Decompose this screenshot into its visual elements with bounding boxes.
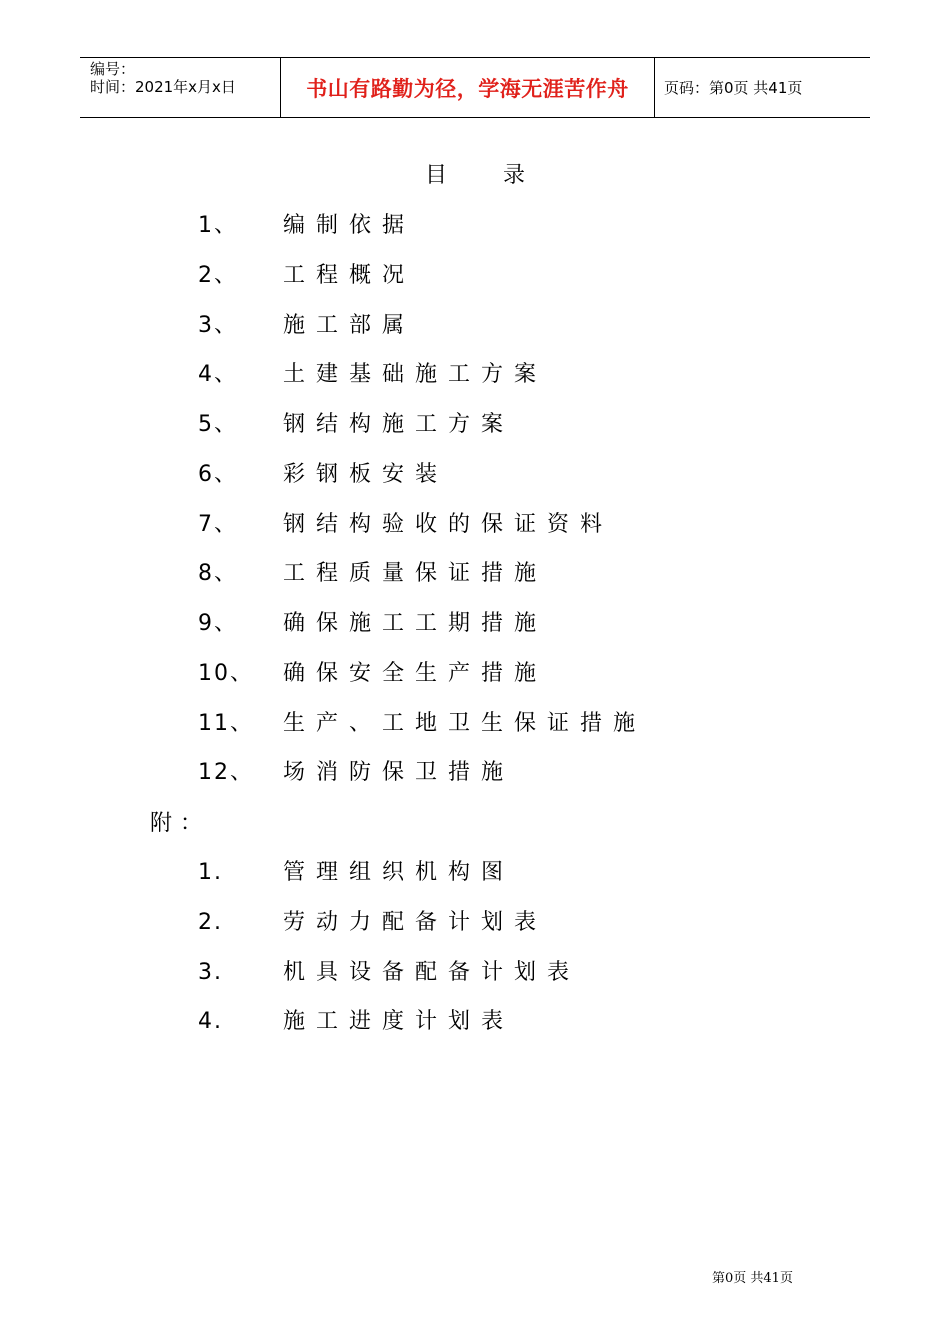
toc-item-text: 彩钢板安装 [283,462,449,487]
toc-item-number: 2、 [198,263,238,288]
appendix-item-number: 1. [198,860,223,885]
toc-item-number: 12、 [198,760,254,785]
appendix-label: 附： [150,811,211,836]
toc-item-number: 6、 [198,462,238,487]
toc-item-number: 5、 [198,412,238,437]
toc-item-text: 场消防保卫措施 [283,760,515,785]
toc-item-text: 编制依据 [283,213,416,238]
serial-number-label: 编号： [90,60,136,78]
toc-item-text: 生产、工地卫生保证措施 [283,711,647,736]
appendix-item-number: 2. [198,910,223,935]
toc-item-text: 钢结构验收的保证资料 [283,512,614,537]
toc-item-text: 确保施工工期措施 [283,611,548,636]
toc-item-text: 钢结构施工方案 [283,412,515,437]
toc-item-number: 9、 [198,611,238,636]
toc-item-text: 土建基础施工方案 [283,362,548,387]
toc-item-number: 3、 [198,313,238,338]
toc-item-text: 确保安全生产措施 [283,661,548,686]
header-info-cell [80,58,281,117]
toc-item-number: 8、 [198,561,238,586]
appendix-item-number: 3. [198,960,223,985]
toc-item-text: 施工部属 [283,313,416,338]
toc-item-number: 10、 [198,661,254,686]
appendix-item-text: 劳动力配备计划表 [283,910,548,935]
header-page-info: 页码：第0页 共41页 [664,79,803,97]
appendix-item-number: 4. [198,1009,223,1034]
toc-item-number: 11、 [198,711,254,736]
appendix-item-text: 管理组织机构图 [283,860,515,885]
toc-item-text: 工程质量保证措施 [283,561,548,586]
page-title: 目 录 [425,163,525,188]
toc-item-number: 4、 [198,362,238,387]
appendix-item-text: 机具设备配备计划表 [283,960,581,985]
page-footer: 第0页 共41页 [712,1271,793,1286]
page-header [80,57,870,118]
appendix-item-text: 施工进度计划表 [283,1009,515,1034]
toc-item-text: 工程概况 [283,263,416,288]
date-label: 时间：2021年x月x日 [90,78,236,96]
toc-item-number: 1、 [198,213,238,238]
toc-item-number: 7、 [198,512,238,537]
header-motto: 书山有路勤为径，学海无涯苦作舟 [281,58,655,117]
